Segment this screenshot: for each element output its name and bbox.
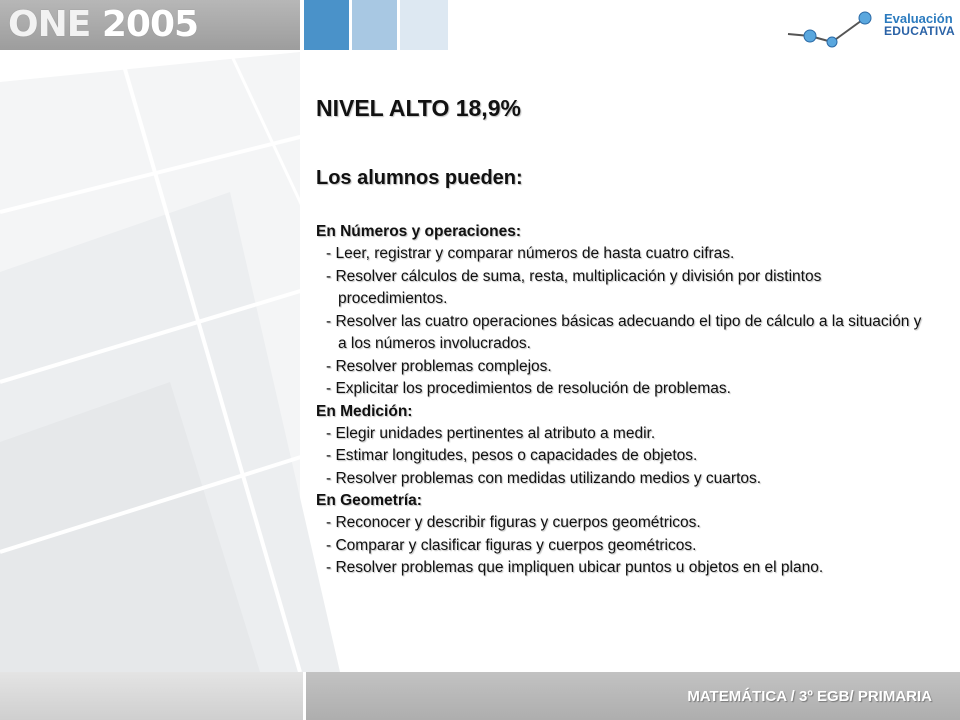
footer-right-panel <box>306 672 960 720</box>
section-geometria <box>316 490 926 580</box>
logo-line-1: Evaluación <box>884 11 953 26</box>
list-item: - Explicitar los procedimientos de resolución de problemas. <box>326 380 731 397</box>
sections-list <box>316 221 926 580</box>
header-title-one: ONE <box>8 4 91 45</box>
section-title: En Medición: <box>316 402 413 420</box>
list-item: - Estimar longitudes, pesos o capacidades de objetos. <box>326 447 698 464</box>
list-item: - Resolver las cuatro operaciones básicas adecuando el tipo de cálculo a la situación y a los números involucrados. <box>326 312 922 352</box>
header-title-panel <box>0 0 300 50</box>
section-numeros <box>316 221 926 401</box>
footer-left-panel <box>0 672 303 720</box>
list-item: - Resolver problemas que impliquen ubicar puntos u objetos en el plano. <box>326 559 824 576</box>
list-item: - Leer, registrar y comparar números de hasta cuatro cifras. <box>326 245 735 262</box>
header-title-year: 2005 <box>101 4 199 45</box>
list-item: - Reconocer y describir figuras y cuerpos geométricos. <box>326 514 701 531</box>
section-medicion <box>316 401 926 491</box>
header-lightblue-block <box>352 0 397 50</box>
evaluacion-educativa-logo <box>780 4 960 52</box>
page-subtitle: Los alumnos pueden: <box>316 167 523 189</box>
main-content <box>316 95 926 576</box>
header-blue-block <box>304 0 349 50</box>
header-paleblue-block <box>400 0 448 50</box>
footer-subject-label: MATEMÁTICA / 3º EGB/ PRIMARIA <box>687 688 932 705</box>
page-title: NIVEL ALTO 18,9% <box>316 95 521 121</box>
header-bar <box>0 0 960 52</box>
footer-bar <box>0 672 960 720</box>
logo-text <box>884 12 955 38</box>
list-item: - Comparar y clasificar figuras y cuerpos geométricos. <box>326 536 697 554</box>
header-title <box>8 4 198 45</box>
list-item: - Resolver problemas con medidas utilizando medios y cuartos. <box>326 469 762 487</box>
molecule-logo-icon <box>780 4 890 50</box>
list-item: - Resolver cálculos de suma, resta, multiplicación y división por distintos procedimientos. <box>326 267 822 307</box>
list-item: - Elegir unidades pertinentes al atributo a medir. <box>326 424 656 442</box>
logo-line-2: EDUCATIVA <box>884 24 955 38</box>
section-title: En Geometría: <box>316 492 422 509</box>
list-item: - Resolver problemas complejos. <box>326 357 552 375</box>
section-title: En Números y operaciones: <box>316 223 522 240</box>
